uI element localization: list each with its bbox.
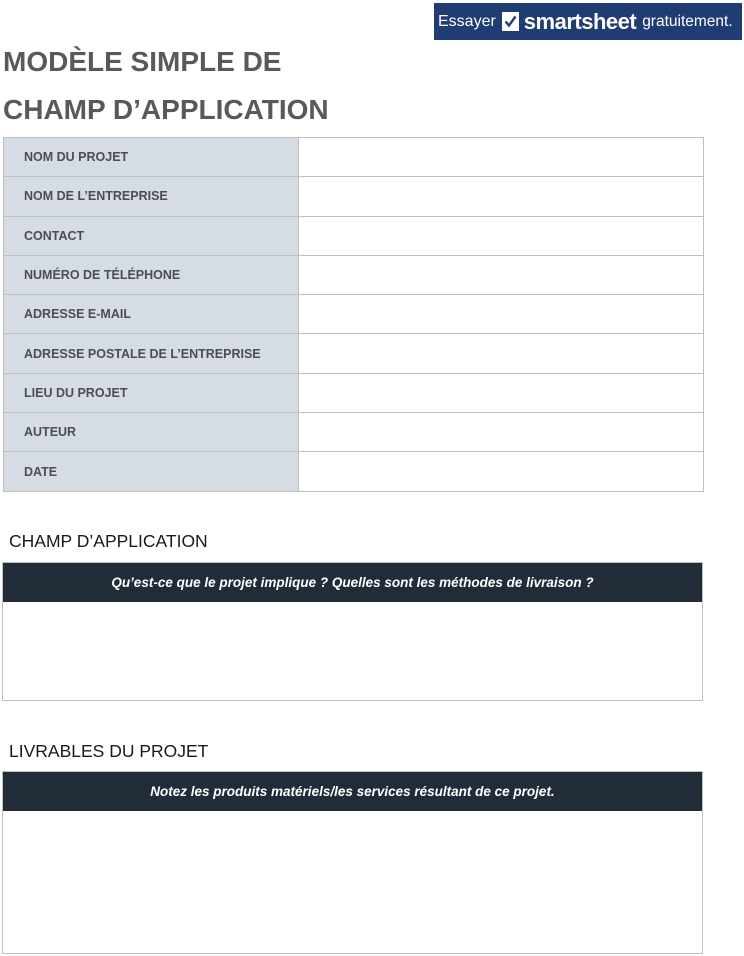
- deliverables-content-field[interactable]: [3, 811, 702, 953]
- info-row-value-field[interactable]: [299, 334, 704, 373]
- scope-content-field[interactable]: [3, 602, 702, 700]
- smartsheet-banner[interactable]: [434, 3, 742, 40]
- info-row: [4, 295, 704, 334]
- info-row: [4, 413, 704, 452]
- info-row-value-field[interactable]: [299, 295, 704, 334]
- info-row: [4, 138, 704, 177]
- deliverables-box: [2, 771, 703, 954]
- info-row-label: AUTEUR: [4, 413, 299, 452]
- info-row: [4, 216, 704, 255]
- banner-pre-text: Essayer: [438, 12, 496, 30]
- info-row-label: NOM DU PROJET: [4, 138, 299, 177]
- info-row-value-field[interactable]: [299, 452, 704, 491]
- info-row-label: DATE: [4, 452, 299, 491]
- info-row: [4, 373, 704, 412]
- page-title-line-1: MODÈLE SIMPLE DE: [3, 46, 282, 77]
- info-row-value-field[interactable]: [299, 177, 704, 216]
- page-title-line-2: CHAMP D’APPLICATION: [3, 94, 329, 125]
- info-row-value-field[interactable]: [299, 216, 704, 255]
- info-row: [4, 334, 704, 373]
- info-row: [4, 177, 704, 216]
- scope-prompt: Qu’est-ce que le projet implique ? Quelles sont les méthodes de livraison ?: [3, 563, 702, 602]
- project-info-table: [3, 137, 704, 492]
- banner-brand: smartsheet: [523, 8, 637, 34]
- info-row-value-field[interactable]: [299, 413, 704, 452]
- info-row-label: LIEU DU PROJET: [4, 373, 299, 412]
- info-row-label: CONTACT: [4, 216, 299, 255]
- banner-post-text: gratuitement.: [642, 12, 733, 30]
- info-row-label: NUMÉRO DE TÉLÉPHONE: [4, 255, 299, 294]
- info-row-value-field[interactable]: [299, 373, 704, 412]
- checkmark-icon: [502, 12, 519, 31]
- page-title: [3, 38, 329, 134]
- info-row-value-field[interactable]: [299, 255, 704, 294]
- info-row-label: ADRESSE POSTALE DE L’ENTREPRISE: [4, 334, 299, 373]
- info-row-label: ADRESSE E-MAIL: [4, 295, 299, 334]
- scope-section-title: CHAMP D’APPLICATION: [9, 531, 208, 551]
- info-row: [4, 452, 704, 491]
- info-row-value-field[interactable]: [299, 138, 704, 177]
- deliverables-section-title: LIVRABLES DU PROJET: [9, 741, 209, 761]
- deliverables-prompt: Notez les produits matériels/les services résultant de ce projet.: [3, 772, 702, 811]
- scope-box: [2, 562, 703, 701]
- info-row: [4, 255, 704, 294]
- info-row-label: NOM DE L’ENTREPRISE: [4, 177, 299, 216]
